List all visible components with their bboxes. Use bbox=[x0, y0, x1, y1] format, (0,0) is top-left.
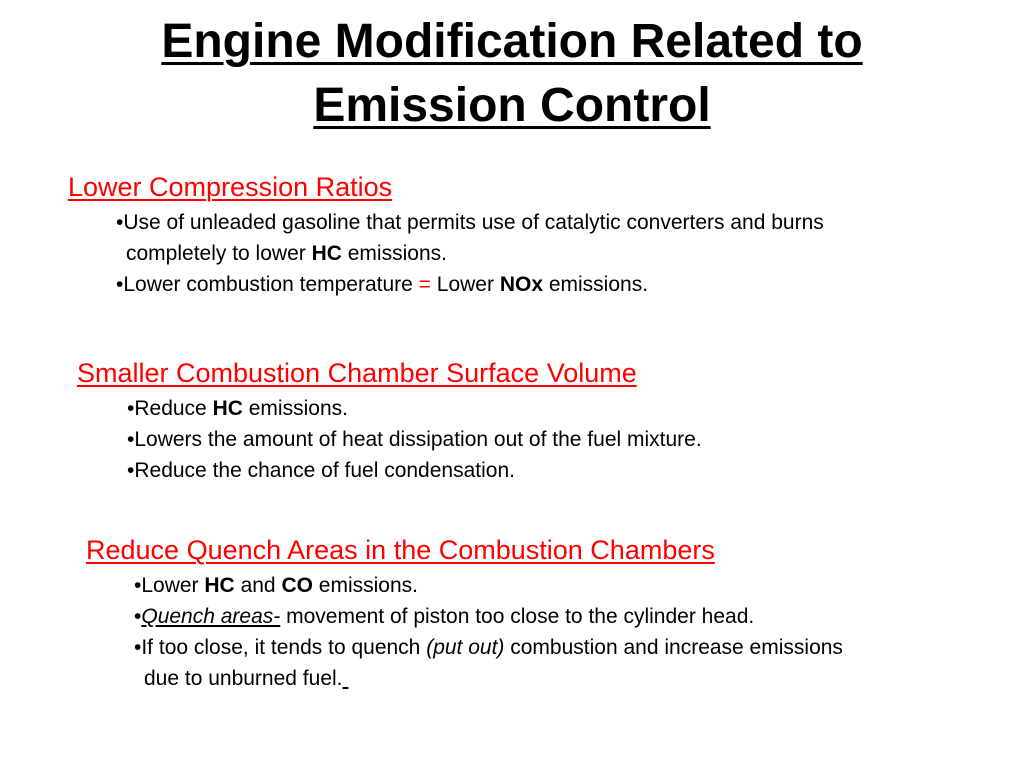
bullet-item-fuel-condensation: •Reduce the chance of fuel condensation. bbox=[127, 459, 515, 482]
bullet-list-chamber-volume bbox=[127, 393, 702, 486]
bullet-text: •Use of unleaded gasoline that permits use of catalytic converters and burns bbox=[116, 211, 824, 234]
bold-term-hc: HC bbox=[204, 574, 235, 597]
bullet-text: • bbox=[134, 605, 142, 628]
bullet-text: emissions. bbox=[242, 397, 348, 420]
bullet-list-quench-areas bbox=[134, 570, 843, 694]
bold-term-co: CO bbox=[281, 574, 313, 597]
bullet-item-combustion-temp bbox=[116, 269, 824, 300]
bullet-text: •If too close, it tends to quench bbox=[134, 636, 427, 659]
slide-title-line1: Engine Modification Related to bbox=[161, 15, 863, 68]
bullet-text: due to unburned fuel. bbox=[144, 667, 343, 690]
bullet-item-quench-definition bbox=[134, 601, 843, 632]
bullet-item-heat-dissipation: •Lowers the amount of heat dissipation out of the fuel mixture. bbox=[127, 428, 702, 451]
bullet-text: •Lower combustion temperature bbox=[116, 273, 419, 296]
bold-term-hc: HC bbox=[212, 397, 243, 420]
bullet-text: combustion and increase emissions bbox=[504, 636, 843, 659]
bullet-text: emissions. bbox=[341, 242, 447, 265]
section-heading-quench-areas: Reduce Quench Areas in the Combustion Chambers bbox=[86, 535, 715, 565]
italic-term-put-out: (put out) bbox=[426, 636, 505, 659]
bullet-item-reduce-hc bbox=[127, 393, 702, 424]
bullet-text: •Reduce bbox=[127, 397, 213, 420]
bold-term-hc: HC bbox=[311, 242, 342, 265]
bullet-list-compression bbox=[116, 207, 824, 300]
bullet-text: •Lower bbox=[134, 574, 205, 597]
equals-symbol: = bbox=[418, 273, 431, 296]
slide-title bbox=[0, 10, 1024, 138]
bullet-text: emissions. bbox=[312, 574, 418, 597]
section-heading-chamber-volume: Smaller Combustion Chamber Surface Volume bbox=[77, 358, 637, 388]
bullet-item-too-close bbox=[134, 632, 843, 694]
section-heading-compression: Lower Compression Ratios bbox=[68, 172, 393, 202]
bullet-item-unleaded bbox=[116, 207, 824, 269]
slide-title-line2: Emission Control bbox=[313, 79, 711, 132]
bullet-text: emissions. bbox=[543, 273, 649, 296]
bullet-text: Lower bbox=[430, 273, 500, 296]
bullet-text: completely to lower bbox=[126, 242, 312, 265]
trailing-underline bbox=[343, 667, 349, 690]
bullet-text: movement of piston too close to the cylinder head. bbox=[280, 605, 755, 628]
bullet-text: and bbox=[234, 574, 282, 597]
italic-term-quench-areas: Quench areas- bbox=[141, 605, 281, 628]
bullet-item-lower-hc-co bbox=[134, 570, 843, 601]
bold-term-nox: NOx bbox=[499, 273, 543, 296]
